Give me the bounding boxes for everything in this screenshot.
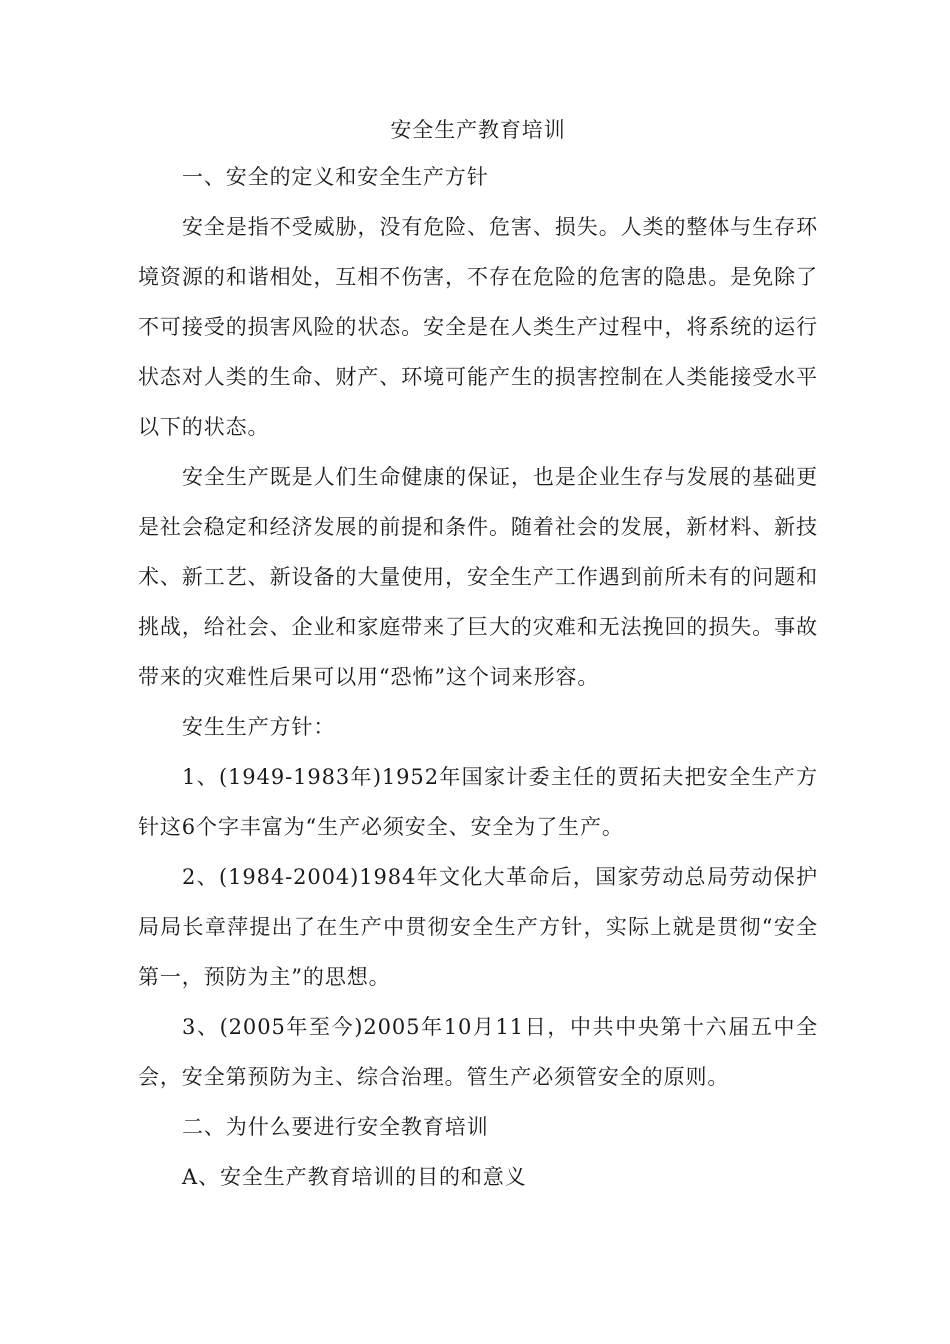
section-heading-2: 二、为什么要进行安全教育培训: [182, 1115, 489, 1139]
document-body: [138, 108, 818, 1202]
paragraph-safety-production-importance: 安全生产既是人们生命健康的保证，也是企业生存与发展的基础更是社会稳定和经济发展的前提和条件。随着社会的发展，新材料、新技术、新工艺、新设备的大量使用，安全生产工作遇到前所未有的问题和挑战，给社会、企业和家庭带来了巨大的灾难和无法挽回的损失。事故带来的灾难性后果可以用“恐怖”这个词来形容。: [138, 465, 818, 689]
subsection-heading-a: A、安全生产教育培训的目的和意义: [182, 1165, 527, 1189]
paragraph-policy-1: 1、(1949-1983年)1952年国家计委主任的贾拓夫把安全生产方针这6个字丰富为“生产必须安全、安全为了生产。: [138, 765, 818, 839]
paragraph-policy-heading: 安生生产方针：: [182, 715, 336, 739]
document-title: 安全生产教育培训: [390, 118, 566, 142]
paragraph-policy-3: 3、(2005年至今)2005年10月11日，中共中央第十六届五中全会，安全第预防为主、综合治理。管生产必须管安全的原则。: [138, 1015, 818, 1089]
section-heading-1: 一、安全的定义和安全生产方针: [182, 165, 489, 189]
paragraph-policy-2: 2、(1984-2004)1984年文化大革命后，国家劳动总局劳动保护局局长章萍提出了在生产中贯彻安全生产方针，实际上就是贯彻“安全第一，预防为主”的思想。: [138, 865, 818, 989]
paragraph-safety-definition: 安全是指不受威胁，没有危险、危害、损失。人类的整体与生存环境资源的和谐相处，互相不伤害，不存在危险的危害的隐患。是免除了不可接受的损害风险的状态。安全是在人类生产过程中，将系统的运行状态对人类的生命、财产、环境可能产生的损害控制在人类能接受水平以下的状态。: [138, 215, 818, 439]
